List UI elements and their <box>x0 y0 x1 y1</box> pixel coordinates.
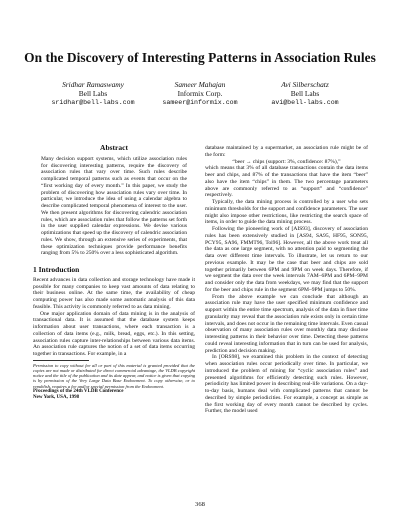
author-affiliation: Bell Labs <box>290 89 320 98</box>
left-column <box>33 145 195 401</box>
right-paragraph-3: Typically, the data mining process is controlled by a user who sets minimum thresholds for the support and confidence parameters. The user might also impose other restrictions, like restricting the search space of items, in order to guide the data mining process. <box>205 199 368 226</box>
page-number: 368 <box>195 501 205 508</box>
right-paragraph-5: From the above example we can conclude that although an association rule may have the user specified minimum confidence and support within the entire time spectrum, analysis of the data in finer time granularity may reveal that the association rule exists only in certain time intervals, and does not occur in the remaining time intervals. Even casual observation of many association rules over monthly data may disclose interesting patterns in their behavior over time. Detecting these patterns could reveal interesting information that in turn can be used for analysis, prediction and decision making. <box>205 293 368 354</box>
proceedings-line-2: New York, USA, 1998 <box>33 394 80 400</box>
right-paragraph-6: In [ORS98], we examined this problem in the context of detecting when association rules occur periodically over time. In particular, we introduced the problem of mining for “cyclic association rules” and presented algorithms for efficiently detecting such rules. However, periodicity has limited power in describing real-life variations. On a day-to-day basis, humans deal with complicated patterns that cannot be described by simple periodicities. For example, a concept as simple as the first working day of every month cannot be described by cycles. Further, the model used <box>205 354 368 415</box>
author-3 <box>250 80 360 107</box>
footnote-rule <box>33 360 89 361</box>
paper-title: On the Discovery of Interesting Patterns in Association Rules <box>24 50 376 65</box>
right-paragraph-1: database maintained by a supermarket, an association rule might be of the form: <box>205 145 368 158</box>
intro-paragraph-1: Recent advances in data collection and storage technology have made it possible for many companies to keep vast amounts of data relating to their business online. At the same time, the availability of cheap computing power has also made some automatic analysis of this data feasible. This activity is commonly referred to as data mining. <box>33 276 195 310</box>
proceedings-line-1: Proceedings of the 24th VLDB Conference <box>33 388 124 394</box>
author-name: Sridhar Ramaswamy <box>62 80 124 89</box>
author-1 <box>38 80 148 107</box>
abstract-text: Many decision support systems, which utilize association rules for discovering interesting patterns, require the discovery of association rules that vary over time. Such rules describe complicated temporal patterns such as events that occur on the “first working day of every month.” In this paper, we study the problem of discovering how association rules vary over time. In particular, we introduce the idea of using a calendar algebra to describe complicated temporal phenomena of interest to the user. We then present algorithms for discovering calendric association rules, which are association rules that follow the patterns set forth in the user supplied calendar expressions. We devise various optimizations that speed up the discovery of calendric association rules. We show, through an extensive series of experiments, that these optimization techniques provide performance benefits ranging from 5% to 250% over a less sophisticated algorithm. <box>41 155 187 257</box>
right-paragraph-2: which means that 3% of all database transactions contain the data items beer and chips, and 87% of the transactions that have the item “beer” also have the item “chips” in them. The two percentage parameters above are commonly referred to as “support” and “confidence” respectively. <box>205 165 368 199</box>
author-name: Sameer Mahajan <box>174 80 226 89</box>
author-affiliation: Bell Labs <box>78 89 108 98</box>
author-email: avi@bell-labs.com <box>271 99 339 106</box>
author-email: sridhar@bell-labs.com <box>51 99 135 106</box>
author-2 <box>145 80 255 107</box>
association-rule-example: “beer → chips (support: 3%, confidence: 87%),” <box>232 158 341 165</box>
right-column <box>205 145 368 415</box>
intro-paragraph-2: One major application domain of data mining is in the analysis of transactional data. It is assumed that the database system keeps information about user transactions, where each transaction is a collection of data items (e.g., milk, bread, eggs, etc.). In this setting, association rules capture inter-relationships between various data items. An association rule captures the notion of a set of data items occurring together in transactions. For example, in a <box>33 310 195 357</box>
abstract-heading: Abstract <box>100 143 128 152</box>
copyright-footnote: Permission to copy without fee all or part of this material is granted provided that the copies are not made or distributed for direct commercial advantage, the VLDB copyright notice and the title of the publication and its date appear, and notice is given that copying is by permission of the Very Large Data Base Endowment. To copy otherwise, or to republish, requires a fee and/or special permission from the Endowment. <box>33 362 195 389</box>
author-email: sameer@informix.com <box>162 99 238 106</box>
right-paragraph-4: Following the pioneering work of [AIS93], discovery of association rules has been extensively studied in [AS94, SA95, HF95, SON95, PCY95, SA96, FMMT96, Toi96]. However, all the above work treat all the data as one large segment, with no attention paid to segmenting the data over different time intervals. To illustrate, let us return to our previous example. It may be the case that beer and chips are sold together primarily between 6PM and 9PM on week days. Therefore, if we segment the data over the week intervals 7AM–6PM and 6PM–9PM and consider only the data from weekdays, we may find that the support for the beer and chips rule in the segment 6PM–9PM jumps to 50%. <box>205 226 368 293</box>
author-name: Avi Silberschatz <box>281 80 329 89</box>
author-affiliation: Informix Corp. <box>177 89 223 98</box>
section-heading-introduction: 1 Introduction <box>33 265 80 274</box>
